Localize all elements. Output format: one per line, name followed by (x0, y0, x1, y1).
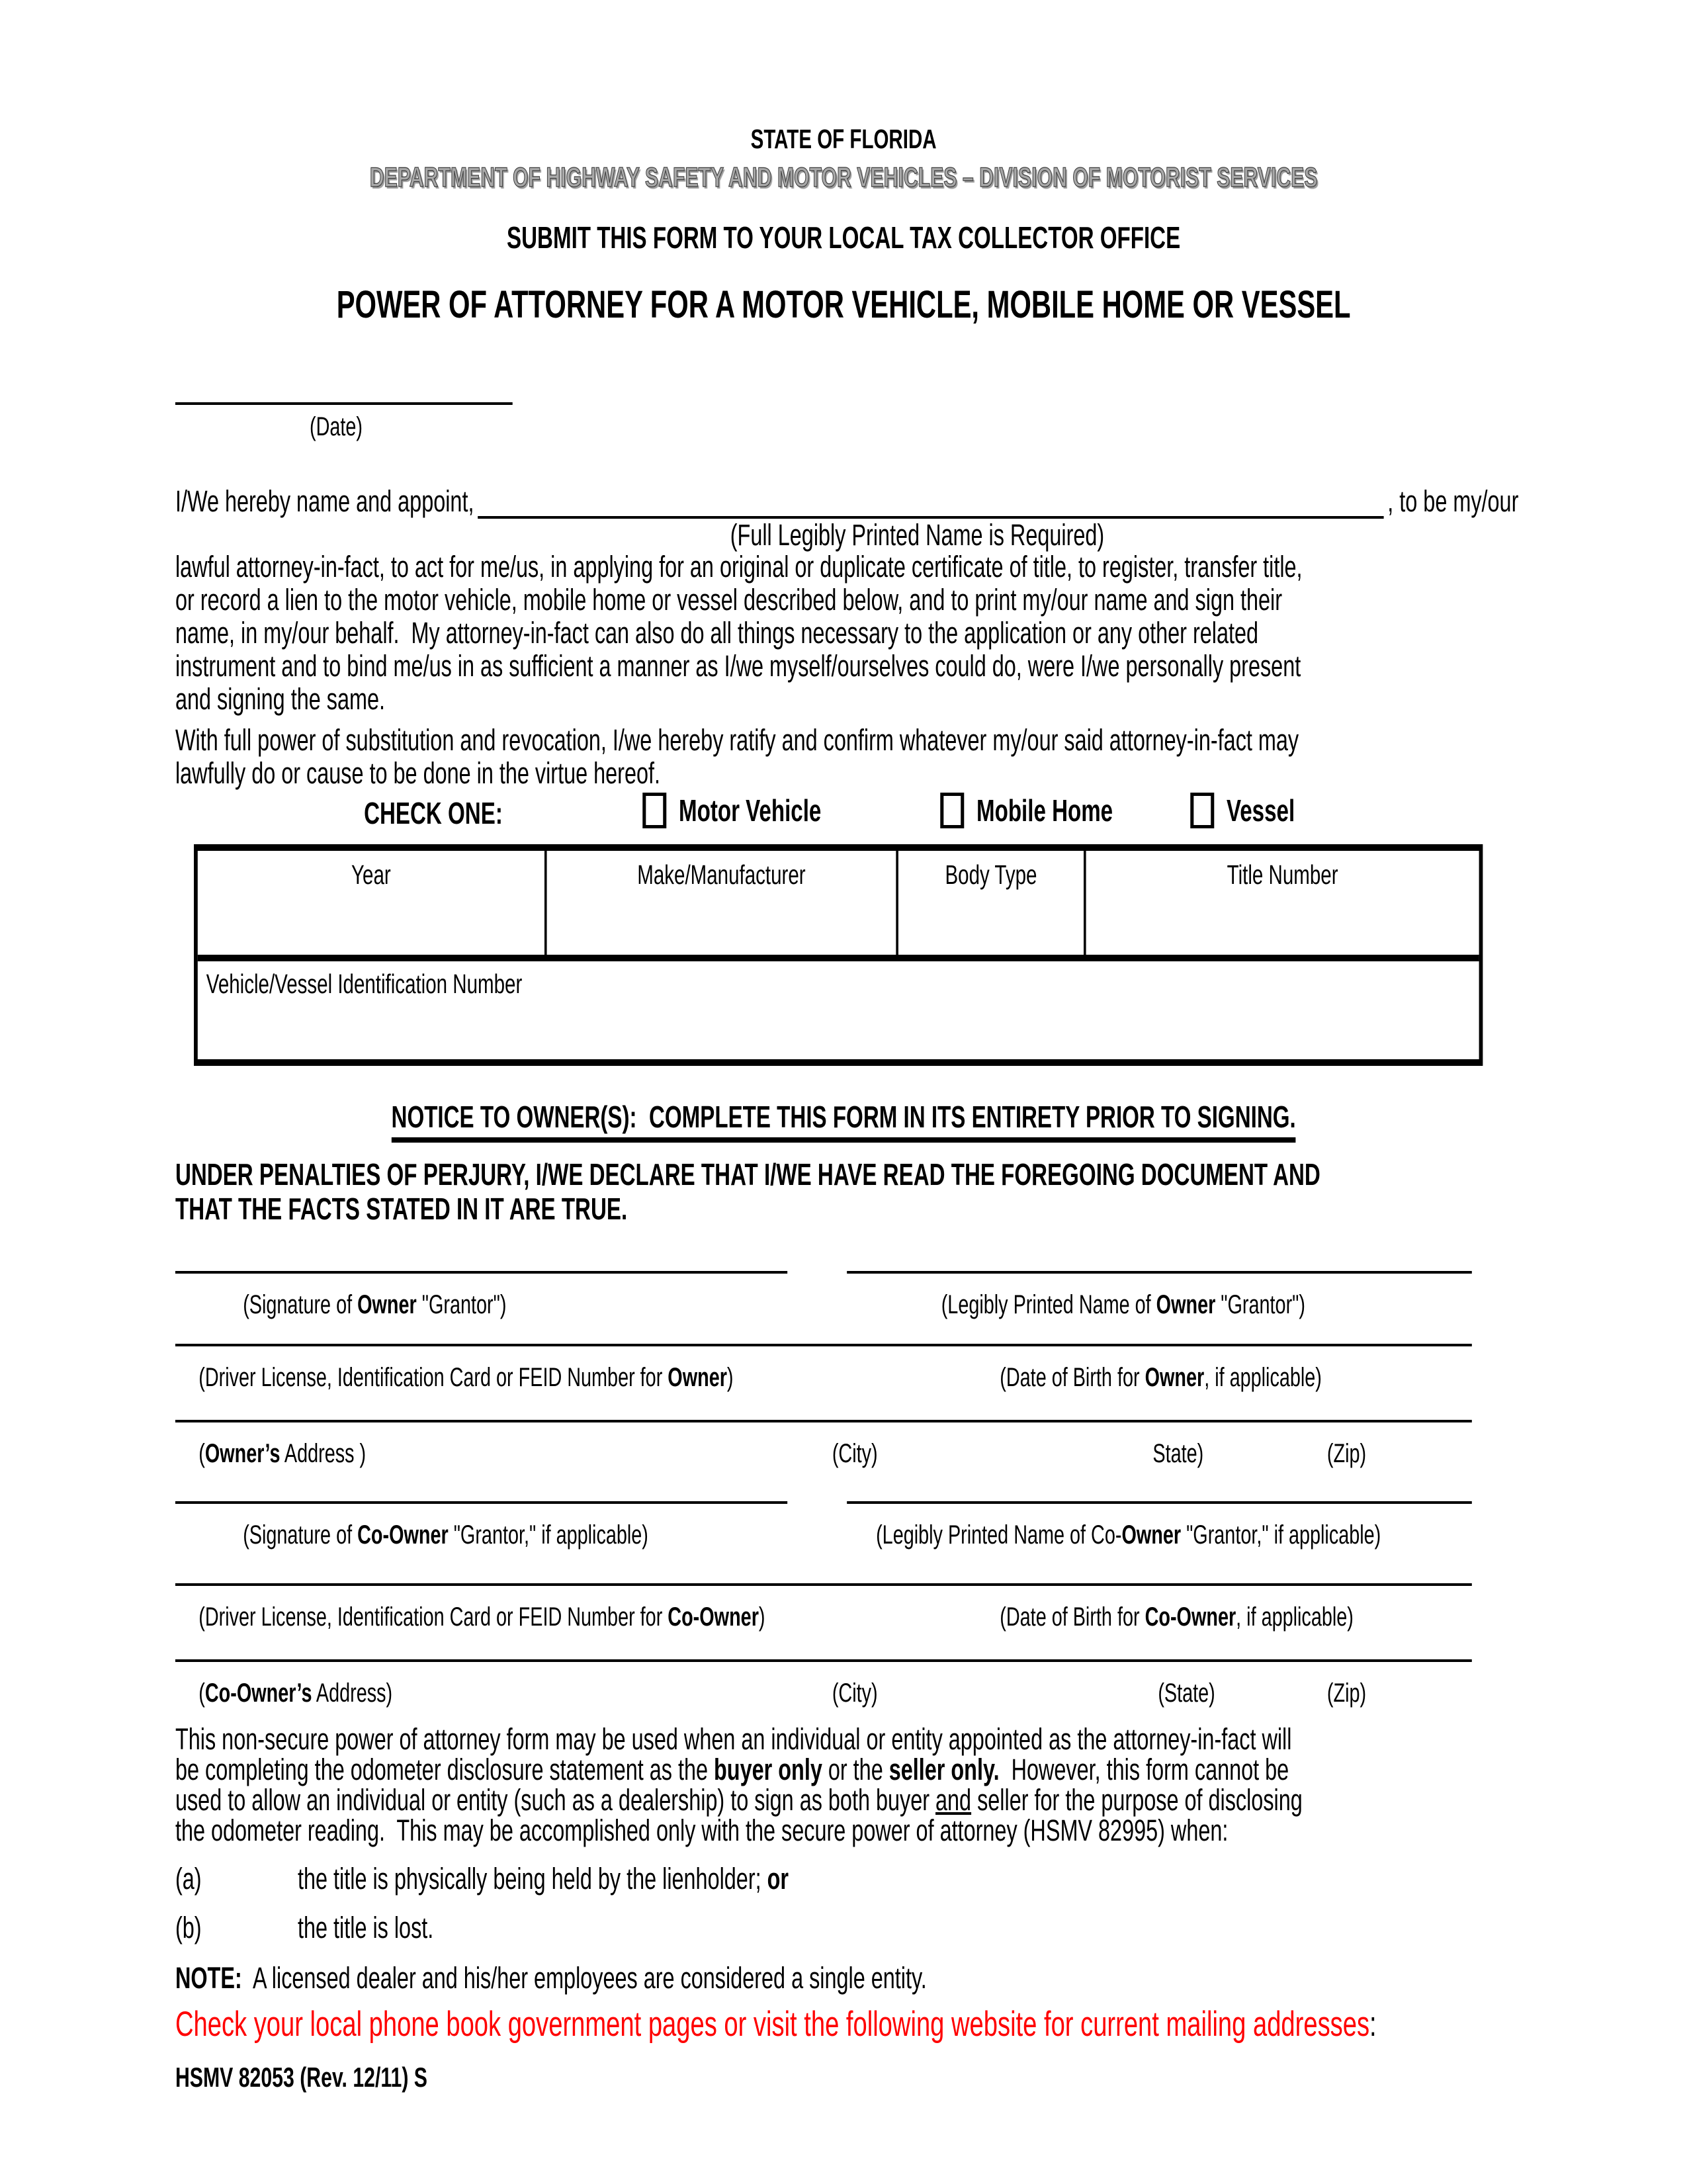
make-manufacturer-field[interactable] (547, 851, 898, 955)
appoint-row (175, 484, 1518, 519)
body-type-column-header: Body Type (945, 859, 1037, 890)
body-type-field[interactable] (898, 851, 1086, 955)
note-line: NOTE: A licensed dealer and his/her employees are considered a single entity. (175, 1961, 927, 1995)
perjury-statement (175, 1157, 1530, 1226)
date-caption: (Date) (310, 412, 363, 441)
owner-signature-line[interactable] (175, 1271, 787, 1274)
form-number-footer: HSMV 82053 (Rev. 12/11) S (175, 2062, 427, 2093)
owner-city-caption: (City) (832, 1439, 878, 1468)
coowner-printed-name-line[interactable] (847, 1501, 1472, 1504)
owner-signature-caption: (Signature of Owner "Grantor") (243, 1290, 507, 1319)
condition-b-marker: (b) (175, 1911, 202, 1944)
coowner-state-caption: (State) (1158, 1679, 1215, 1708)
owner-printed-name-caption: (Legibly Printed Name of Owner "Grantor") (941, 1290, 1305, 1319)
owner-zip-caption: (Zip) (1326, 1439, 1367, 1468)
grant-paragraph-line: or record a lien to the motor vehicle, mobile home or vessel described below, and to print my/our name and sign their (175, 583, 1283, 617)
vessel-checkbox[interactable] (1190, 793, 1214, 828)
year-column-header: Year (351, 859, 391, 890)
website-instruction-line: Check your local phone book government pages or visit the following website for current mailing addresses: (175, 2005, 1377, 2044)
perjury-statement-line: THAT THE FACTS STATED IN IT ARE TRUE. (175, 1192, 628, 1226)
owner-address-line[interactable] (175, 1420, 1472, 1422)
grant-paragraph-line: lawful attorney-in-fact, to act for me/us, in applying for an original or duplicate certificate of title, to register, transfer title, (175, 550, 1303, 584)
motor-vehicle-checkbox[interactable] (642, 793, 666, 828)
department-heading: DEPARTMENT OF HIGHWAY SAFETY AND MOTOR VEHICLES – DIVISION OF MOTORIST SERVICES (369, 161, 1318, 193)
form-title: POWER OF ATTORNEY FOR A MOTOR VEHICLE, MOBILE HOME OR VESSEL (336, 283, 1351, 326)
grant-paragraph-line: and signing the same. (175, 682, 385, 716)
vehicle-table (194, 844, 1483, 1066)
check-one-label: CHECK ONE: (364, 796, 503, 830)
perjury-statement-line: UNDER PENALTIES OF PERJURY, I/WE DECLARE THAT I/WE HAVE READ THE FOREGOING DOCUMENT AND (175, 1157, 1320, 1192)
vin-field[interactable] (198, 961, 1479, 1059)
coowner-printed-name-caption: (Legibly Printed Name of Co-Owner "Grantor," if applicable) (876, 1520, 1381, 1550)
owner-printed-name-line[interactable] (847, 1271, 1472, 1274)
owner-id-line[interactable] (175, 1344, 1472, 1346)
condition-a-text: the title is physically being held by the lienholder; or (298, 1862, 789, 1896)
usage-paragraph-line: the odometer reading. This may be accomplished only with the secure power of attorney (HSMV 82995) when: (175, 1813, 1229, 1847)
coowner-signature-row (175, 1501, 1687, 1553)
owner-id-row (175, 1344, 1687, 1395)
vehicle-table-header-row (198, 851, 1479, 961)
usage-paragraph-line: used to allow an individual or entity (such as a dealership) to sign as both buyer and seller for the purpose of disclosing (175, 1783, 1303, 1817)
coowner-address-row (175, 1659, 1687, 1711)
vessel-label: Vessel (1227, 793, 1295, 828)
motor-vehicle-label: Motor Vehicle (679, 793, 822, 828)
state-heading: STATE OF FLORIDA (750, 124, 937, 154)
condition-a-row (175, 1862, 1687, 1896)
mobile-home-checkbox[interactable] (940, 793, 964, 828)
mobile-home-label: Mobile Home (976, 793, 1113, 828)
title-number-column-header: Title Number (1227, 859, 1338, 890)
coowner-dob-caption: (Date of Birth for Co-Owner, if applicable) (1000, 1602, 1354, 1632)
substitution-paragraph-line: With full power of substitution and revocation, I/we hereby ratify and confirm whatever my/our said attorney-in-fact may (175, 723, 1299, 757)
coowner-zip-caption: (Zip) (1326, 1679, 1367, 1708)
notice-heading-wrap (0, 1099, 1687, 1143)
notice-heading: NOTICE TO OWNER(S): COMPLETE THIS FORM IN ITS ENTIRETY PRIOR TO SIGNING. (392, 1099, 1296, 1143)
year-field[interactable] (198, 851, 547, 955)
owner-address-caption: (Owner’s Address ) (198, 1439, 367, 1468)
usage-paragraph (175, 1724, 1530, 1846)
vessel-option (1190, 793, 1295, 828)
grant-paragraph-line: instrument and to bind me/us in as sufficient a manner as I/we myself/ourselves could do, were I/we personally present (175, 649, 1301, 683)
mobile-home-option (940, 793, 1113, 828)
coowner-id-line[interactable] (175, 1583, 1472, 1586)
coowner-signature-caption: (Signature of Co-Owner "Grantor," if applicable) (243, 1520, 648, 1550)
coowner-id-row (175, 1583, 1687, 1635)
coowner-signature-line[interactable] (175, 1501, 787, 1504)
usage-paragraph-line: This non-secure power of attorney form may be used when an individual or entity appointed as the attorney-in-fact will (175, 1722, 1292, 1756)
coowner-address-caption: (Co-Owner’s Address) (198, 1679, 393, 1708)
grant-paragraph (175, 550, 1530, 716)
appoint-tail-text: , to be my/our (1387, 484, 1519, 518)
make-manufacturer-column-header: Make/Manufacturer (637, 859, 806, 890)
condition-b-text: the title is lost. (298, 1911, 434, 1944)
coowner-address-line[interactable] (175, 1659, 1472, 1662)
date-blank-line[interactable] (175, 401, 513, 405)
check-one-row (0, 793, 1687, 830)
appoint-lead-text: I/We hereby name and appoint, (175, 484, 474, 518)
vin-label: Vehicle/Vessel Identification Number (206, 969, 523, 999)
condition-a-marker: (a) (175, 1862, 202, 1896)
owner-address-row (175, 1420, 1687, 1471)
usage-paragraph-line: be completing the odometer disclosure statement as the buyer only or the seller only. However, this form cannot be (175, 1753, 1289, 1786)
owner-state-caption: State) (1152, 1439, 1204, 1468)
grant-paragraph-line: name, in my/our behalf. My attorney-in-fact can also do all things necessary to the application or any other related (175, 616, 1259, 650)
owner-signature-row (175, 1271, 1687, 1323)
coowner-dl-caption: (Driver License, Identification Card or FEID Number for Co-Owner) (198, 1602, 765, 1632)
title-number-field[interactable] (1086, 851, 1479, 955)
owner-dl-caption: (Driver License, Identification Card or FEID Number for Owner) (198, 1363, 734, 1392)
submit-instruction: SUBMIT THIS FORM TO YOUR LOCAL TAX COLLECTOR OFFICE (507, 220, 1181, 255)
coowner-city-caption: (City) (832, 1679, 878, 1708)
condition-b-row (175, 1911, 1687, 1945)
appointee-name-caption: (Full Legibly Printed Name is Required) (730, 518, 1105, 552)
owner-dob-caption: (Date of Birth for Owner, if applicable) (1000, 1363, 1322, 1392)
motor-vehicle-option (642, 793, 821, 828)
substitution-paragraph-line: lawfully do or cause to be done in the virtue hereof. (175, 756, 661, 790)
substitution-paragraph (175, 724, 1530, 790)
